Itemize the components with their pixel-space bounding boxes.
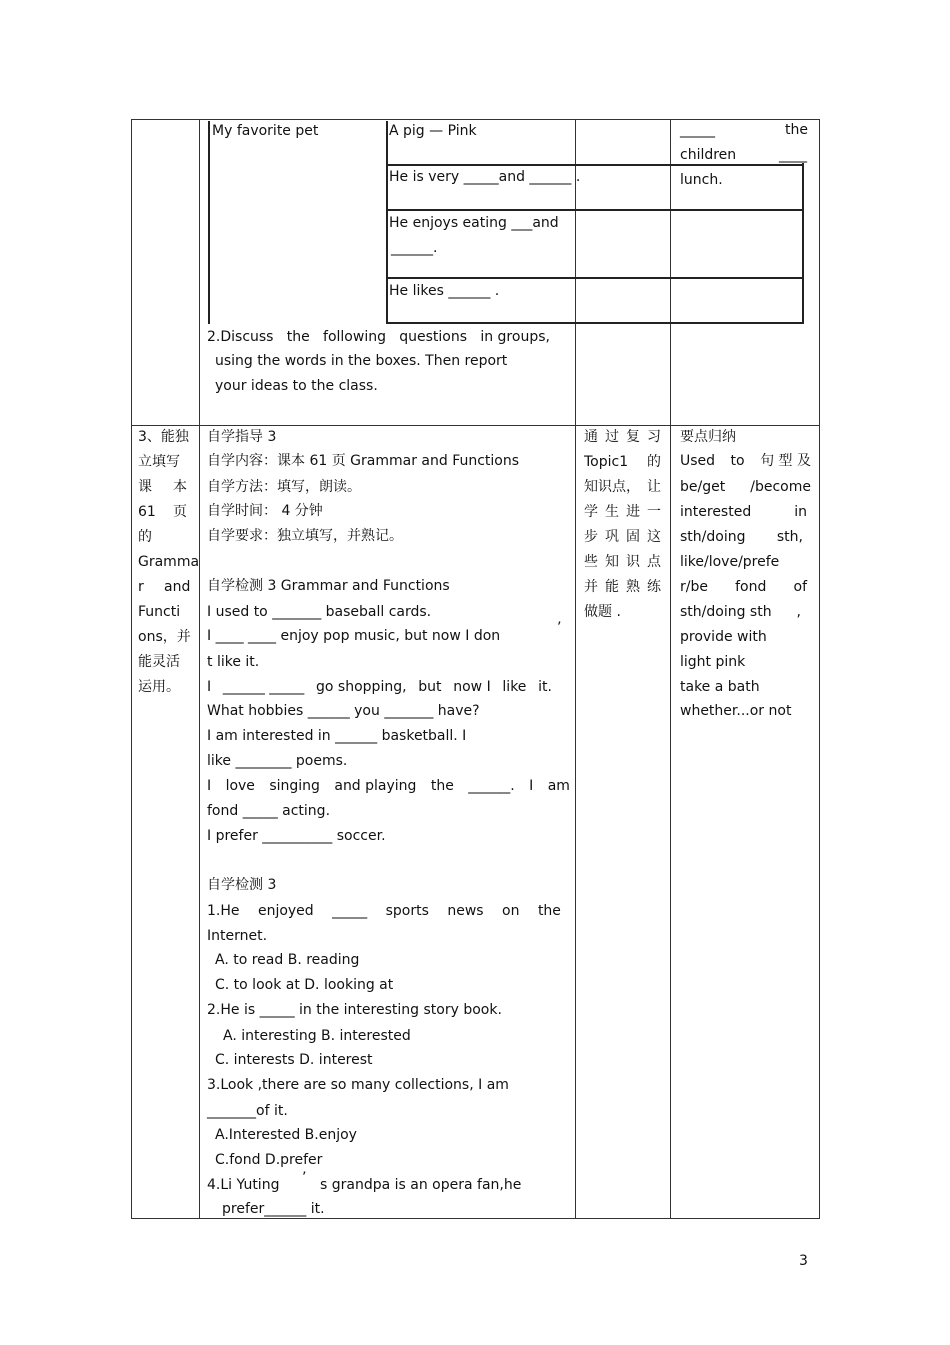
pet-label: My favorite pet: [212, 123, 319, 139]
check2-option: A. to read B. reading: [215, 952, 360, 968]
pet-row-1: A pig — Pink: [389, 123, 477, 139]
discuss-line-3: your ideas to the class.: [215, 378, 378, 394]
check2-option: A.Interested B.enjoy: [215, 1127, 357, 1143]
guide-time: 自学时间： 4 分钟: [207, 503, 323, 519]
check2-question: 2.He is _____ in the interesting story book.: [207, 1002, 502, 1018]
check2-line: Internet.: [207, 928, 268, 944]
guide-method: 自学方法：填写，朗读。: [207, 479, 361, 495]
check2-option: C. interests D. interest: [215, 1052, 373, 1068]
guide-content: 自学内容：课本 61 页 Grammar and Functions: [207, 453, 520, 469]
check1-line: t like it.: [207, 654, 260, 670]
guide-requirement: 自学要求：独立填写，并熟记。: [207, 528, 403, 544]
check1-title: 自学检测 3 Grammar and Functions: [207, 578, 450, 594]
check2-question-rest: s grandpa is an opera fan,he: [320, 1177, 522, 1193]
pet-row-3: He enjoys eating ___and: [389, 215, 559, 231]
discuss-line-2: using the words in the boxes. Then report: [215, 353, 508, 369]
check2-question: 3.Look ,there are so many collections, I am: [207, 1077, 509, 1093]
right-line-lunch: lunch.: [680, 172, 723, 188]
guide-title: 自学指导 3: [207, 429, 277, 445]
discuss-line-1: 2.Discuss the following questions in groups,: [207, 329, 550, 345]
check2-option: A. interesting B. interested: [223, 1028, 411, 1044]
check2-apostrophe: ’: [302, 1170, 307, 1186]
right-line-the: the: [785, 122, 808, 138]
right-line-blank2: ____: [779, 147, 807, 163]
check2-question: 4.Li Yuting: [207, 1177, 280, 1193]
check1-line: fond _____ acting.: [207, 803, 331, 819]
check2-question: 1.He enjoyed _____ sports news on the: [207, 903, 561, 919]
check1-line: I love singing and playing the ______. I am: [207, 778, 570, 794]
check1-line: I used to _______ baseball cards.: [207, 604, 432, 620]
pet-row-2: He is very _____and ______ .: [389, 169, 581, 185]
check2-option: C. to look at D. looking at: [215, 977, 394, 993]
check1-line: I prefer __________ soccer.: [207, 828, 386, 844]
check1-apostrophe: ’: [557, 620, 562, 636]
check1-line: I ____ ____ enjoy pop music, but now I don: [207, 628, 501, 644]
pet-row-3b: ______.: [391, 240, 438, 256]
check1-line: like ________ poems.: [207, 753, 348, 769]
check1-line: I ______ _____ go shopping, but now I like it.: [207, 679, 552, 695]
page-number: 3: [799, 1253, 808, 1269]
right-line-children: children: [680, 147, 737, 163]
pet-row-4: He likes ______ .: [389, 283, 500, 299]
check1-line: What hobbies ______ you _______ have?: [207, 703, 480, 719]
right-line-blank: _____: [680, 122, 715, 138]
check2-line: prefer______ it.: [222, 1201, 325, 1217]
check2-option: C.fond D.prefer: [215, 1152, 323, 1168]
check1-line: I am interested in ______ basketball. I: [207, 728, 467, 744]
check2-title: 自学检测 3: [207, 877, 277, 893]
check2-line: _______of it.: [207, 1103, 288, 1119]
